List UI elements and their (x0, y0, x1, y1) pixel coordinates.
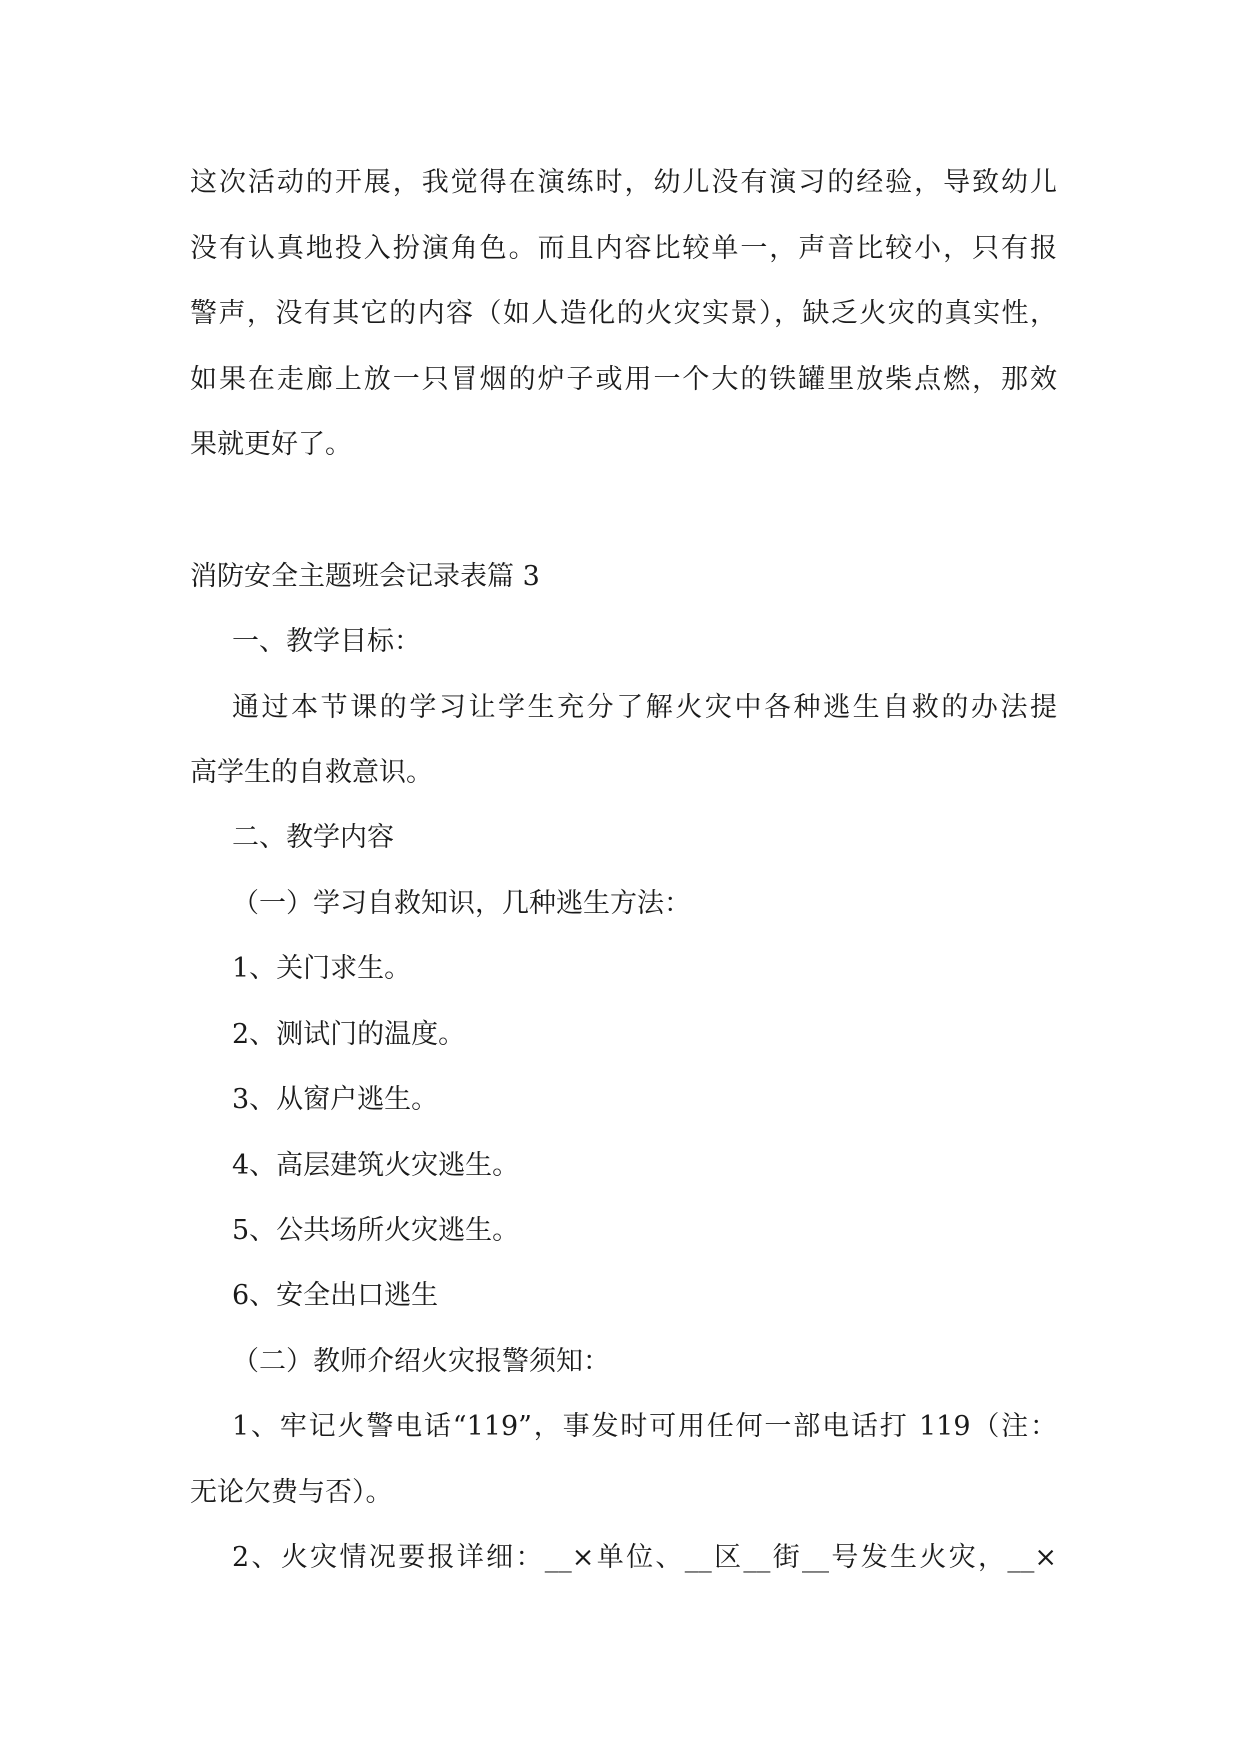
part2-item1-line-1: 1、牢记火警电话“119”，事发时可用任何一部电话打 119（注： (232, 1411, 1057, 1442)
intro-line-2: 没有认真地投入扮演角色。而且内容比较单一，声音比较小，只有报 (190, 233, 1057, 264)
list-item: 3、从窗户逃生。 (232, 1084, 439, 1115)
intro-line-4: 如果在走廊上放一只冒烟的炉子或用一个大的铁罐里放柴点燃，那效 (190, 364, 1057, 395)
intro-line-5: 果就更好了。 (190, 429, 352, 460)
section-title: 消防安全主题班会记录表篇 3 (190, 561, 540, 592)
part2-heading: （二）教师介绍火灾报警须知： (232, 1346, 610, 1377)
list-item: 4、高层建筑火灾逃生。 (232, 1150, 520, 1181)
part1-heading: （一）学习自救知识，几种逃生方法： (232, 888, 691, 919)
list-item: 2、测试门的温度。 (232, 1019, 466, 1050)
goal-text-line-1: 通过本节课的学习让学生充分了解火灾中各种逃生自救的办法提 (232, 692, 1057, 723)
list-item: 6、安全出口逃生 (232, 1280, 439, 1311)
goal-heading: 一、教学目标： (232, 626, 421, 657)
list-item: 5、公共场所火灾逃生。 (232, 1215, 520, 1246)
intro-line-3: 警声，没有其它的内容（如人造化的火灾实景），缺乏火灾的真实性， (190, 298, 1057, 329)
part2-item1-line-2: 无论欠费与否）。 (190, 1477, 393, 1508)
goal-text-line-2: 高学生的自救意识。 (190, 757, 433, 788)
intro-line-1: 这次活动的开展，我觉得在演练时，幼儿没有演习的经验，导致幼儿 (190, 167, 1057, 198)
list-item: 1、关门求生。 (232, 953, 412, 984)
content-heading: 二、教学内容 (232, 822, 394, 853)
part2-item2-line-1: 2、火灾情况要报详细：__×单位、__区__街__号发生火灾，__× (232, 1542, 1057, 1573)
